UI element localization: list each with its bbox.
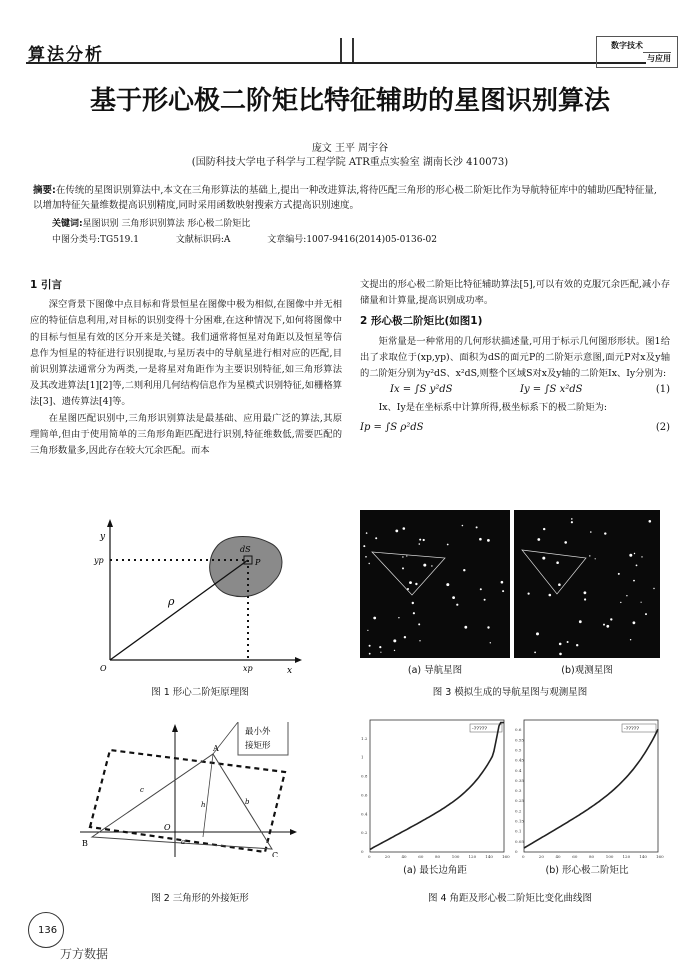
star-point	[549, 594, 552, 597]
star-point	[369, 563, 370, 564]
star-point	[579, 620, 582, 623]
star-point	[542, 557, 545, 560]
star-point	[398, 617, 399, 618]
star-point	[380, 652, 381, 653]
star-point	[412, 602, 414, 604]
y-tick-label: 0	[515, 849, 518, 854]
figure-3-caption: 图 3 模拟生成的导航星图与观测星图	[432, 687, 588, 698]
y-tick-label: 0.05	[515, 838, 524, 844]
star-point	[395, 530, 398, 533]
fig2-callout-line2: 接矩形	[245, 741, 271, 751]
star-point	[576, 644, 578, 646]
star-point	[369, 653, 371, 655]
star-point	[589, 555, 590, 556]
y-tick-label: 0.4	[361, 811, 368, 817]
equation-1b: Iy = ∫S x²dS	[520, 384, 583, 396]
section-2-heading: 2 形心极二阶矩比(如图1)	[360, 315, 483, 328]
y-tick-label: 0.25	[515, 798, 524, 804]
star-point	[603, 624, 605, 626]
star-point	[423, 539, 425, 541]
star-point	[476, 526, 478, 528]
star-point	[559, 643, 562, 646]
header-rule	[26, 62, 646, 64]
star-point	[571, 518, 573, 520]
star-point	[564, 541, 567, 544]
y-tick-label: 0.55	[515, 737, 524, 743]
right-paragraph-2: Ix、Iy是在坐标系中计算所得,极坐标系下的极二阶矩为:	[378, 402, 608, 414]
star-point	[653, 588, 654, 589]
x-tick-label: 80	[589, 854, 595, 859]
star-point	[462, 525, 464, 527]
equation-1	[360, 382, 670, 400]
fig2-label-h: h	[201, 801, 206, 809]
fig1-x-arrow	[295, 657, 302, 663]
fig4b-legend-text: -?????	[624, 726, 640, 732]
star-point	[556, 561, 559, 564]
fig2-side-b: b	[245, 798, 250, 806]
star-point	[490, 642, 491, 643]
star-point	[446, 583, 449, 586]
star-point	[452, 596, 455, 599]
figure-3b-star-map	[514, 510, 660, 658]
star-point	[584, 591, 587, 594]
star-point	[633, 580, 635, 582]
figure-3b-subcaption: (b)观测星图	[561, 665, 613, 676]
figure-1-caption: 图 1 形心二阶矩原理图	[151, 687, 249, 698]
x-tick-label: 0	[522, 854, 525, 859]
fig2-label-a: A	[213, 744, 219, 753]
abstract-text: 在传统的星图识别算法中,本文在三角形算法的基础上,提出一种改进算法,将待匹配三角形的形心极二阶矩比作为导航特征库中的辅助匹配特征量,以增加特征矢量维数提高识别精度,同时采用函数映射搜索方式提高识别速度。	[33, 185, 657, 211]
x-tick-label: 40	[555, 854, 561, 859]
star-point	[604, 532, 606, 534]
equation-1-number: (1)	[655, 384, 670, 396]
section-label: 算法分析	[28, 45, 104, 65]
figure-3a-star-map	[360, 510, 510, 658]
star-point	[366, 532, 368, 534]
x-tick-label: 0	[368, 854, 371, 859]
y-tick-label: 0.2	[515, 808, 522, 814]
figure-4b-subcaption: (b) 形心极二阶矩比	[545, 865, 629, 876]
star-point	[403, 527, 406, 530]
star-point	[363, 545, 365, 547]
fig2-callout-line1: 最小外	[245, 727, 271, 737]
star-point	[645, 613, 647, 615]
right-paragraph-0: 文提出的形心极二阶矩比特征辅助算法[5],可以有效的克服冗余匹配,减小存储量和计算量,提高识别成功率。	[360, 279, 670, 307]
authors: 庞文 王平 周宇谷	[311, 143, 389, 154]
fig1-label-x: x	[287, 666, 293, 675]
keywords-label: 关键词:	[52, 219, 83, 229]
fig1-label-yp: yp	[94, 556, 104, 565]
star-point	[419, 640, 420, 641]
star-point	[423, 564, 426, 567]
star-point	[610, 618, 612, 620]
star-point	[484, 599, 486, 601]
star-point	[394, 650, 395, 651]
star-point	[590, 531, 592, 533]
star-point	[649, 520, 652, 523]
x-tick-label: 60	[418, 854, 424, 859]
x-tick-label: 20	[384, 854, 390, 859]
star-point	[534, 652, 536, 654]
star-point	[413, 612, 415, 614]
fig1-label-p: P	[255, 558, 261, 567]
figure-1-diagram	[80, 515, 320, 675]
star-point	[479, 538, 482, 541]
figure-4a-chart	[360, 712, 510, 860]
equation-2-number: (2)	[655, 422, 670, 434]
x-tick-label: 120	[468, 854, 477, 859]
fig1-label-xp: xp	[243, 664, 253, 673]
x-tick-label: 140	[639, 854, 647, 859]
x-tick-label: 100	[451, 854, 460, 859]
x-tick-label: 140	[485, 854, 493, 859]
figure-4a-subcaption: (a) 最长边角距	[403, 865, 467, 876]
equation-2-body: Ip = ∫S ρ²dS	[360, 422, 424, 434]
doc-code: 文献标识码:A	[175, 235, 231, 245]
section-1-heading: 1 引言	[30, 279, 62, 291]
paper-title: 基于形心极二阶矩比特征辅助的星图识别算法	[89, 86, 610, 116]
y-tick-label: 0.15	[515, 818, 524, 824]
star-point	[419, 543, 421, 545]
y-tick-label: 0.6	[361, 792, 368, 798]
fig2-bounding-rect	[90, 750, 285, 852]
x-tick-label: 60	[572, 854, 578, 859]
star-point	[431, 565, 432, 566]
wanfang-brand: 万方数据	[60, 947, 109, 961]
star-point	[402, 567, 404, 569]
keywords-text: 星图识别 三角形识别算法 形心极二阶矩比	[82, 219, 251, 229]
star-point	[447, 544, 449, 546]
journal-logo	[596, 36, 678, 68]
star-point	[536, 632, 539, 635]
right-column	[360, 277, 670, 438]
article-number: 文章编号:1007-9416(2014)05-0136-02	[267, 235, 437, 245]
x-tick-label: 20	[538, 854, 544, 859]
fig1-label-rho: ρ	[168, 595, 175, 608]
figure-2-diagram	[80, 722, 310, 857]
y-tick-label: 0.3	[515, 788, 522, 794]
fig2-height-line	[203, 754, 213, 837]
star-point	[606, 625, 609, 628]
star-point	[595, 558, 596, 559]
star-point	[558, 583, 561, 586]
star-point	[630, 639, 631, 640]
y-tick-label: 0.5	[515, 747, 522, 753]
figure-4b-chart	[514, 712, 664, 860]
star-point	[404, 636, 406, 638]
article-meta	[52, 232, 652, 245]
star-point	[367, 630, 368, 631]
star-point	[567, 641, 569, 643]
fig2-label-b: B	[82, 839, 88, 848]
star-point	[537, 538, 540, 541]
x-tick-label: 100	[605, 854, 614, 859]
y-tick-label: 0.1	[515, 828, 522, 834]
star-point	[571, 521, 573, 523]
star-point	[559, 653, 562, 656]
y-tick-label: 0.45	[515, 757, 524, 763]
figure-4-caption: 图 4 角距及形心极二阶矩比变化曲线图	[427, 893, 593, 904]
star-point	[393, 639, 396, 642]
x-tick-label: 160	[656, 854, 664, 859]
fig4b-series-line	[524, 729, 658, 848]
fig1-label-ds: dS	[240, 545, 251, 554]
y-tick-label: 0.35	[515, 777, 524, 783]
fig4a-series-line	[370, 723, 504, 850]
fig1-y-arrow	[107, 519, 113, 527]
fig2-y-arrow	[172, 724, 178, 732]
fig2-label-o: O	[164, 823, 171, 832]
star-point	[636, 565, 638, 567]
star-point	[407, 588, 409, 590]
star-point	[618, 573, 620, 575]
star-point	[415, 583, 417, 585]
figure-3a-subcaption: (a) 导航星图	[407, 665, 463, 676]
star-point	[626, 595, 627, 596]
star-point	[487, 539, 490, 542]
y-tick-label: 0.2	[361, 830, 368, 836]
equation-2	[360, 420, 670, 438]
star-point	[634, 553, 635, 554]
star-point	[464, 626, 467, 629]
star-point	[501, 581, 504, 584]
left-column	[30, 277, 342, 459]
intro-paragraph-2: 在星图匹配识别中,三角形识别算法是最基础、应用最广泛的算法,其原理简单,但由于使用简单的三角形角距匹配进行识别,特征维数低,需要匹配的三角形数量多,因此存在较大冗余匹配。而本	[30, 412, 342, 457]
y-tick-label: 1.2	[361, 735, 368, 741]
header-divider-bars	[340, 38, 354, 62]
fig2-label-c: C	[272, 851, 279, 857]
equation-1a: Ix = ∫S y²dS	[390, 384, 453, 396]
intro-paragraph-1: 深空背景下图像中点目标和背景恒星在图像中极为相似,在图像中并无相应的特征信息利用,对目标的识别变得十分困难,在这种情况下,如何将图像中的目标与恒星有效的区分开来是关键。我们通常将恒星对角距以及恒星等信息作为恒星的特征进行识别提取,与星历表中的导航星进行相对应的匹配,目前识别算法通常分为两类,一是将星对角距作为主要识别特征,如三角形算法及其改进算法[1][2]等,二则利用几何结构信息作为星模式识别特征,如栅格算法[3]、遗传算法[4]等。	[30, 299, 342, 408]
fig1-label-y: y	[100, 532, 106, 542]
x-tick-label: 80	[435, 854, 441, 859]
star-point	[365, 556, 367, 558]
star-point	[419, 539, 421, 541]
figure-2-caption: 图 2 三角形的外接矩形	[151, 893, 249, 904]
star-point	[502, 590, 504, 592]
y-tick-label: 0.8	[361, 773, 368, 779]
logo-top-text: 数字技术	[611, 41, 643, 50]
star-point	[641, 556, 642, 557]
y-tick-label: 0	[361, 849, 364, 854]
star-point	[487, 626, 489, 628]
star-point	[379, 646, 381, 648]
y-tick-label: 1	[361, 754, 364, 760]
y-tick-label: 0.6	[515, 727, 522, 733]
star-point	[418, 623, 420, 625]
star-point	[409, 581, 412, 584]
star-point	[629, 554, 632, 557]
star-point	[463, 569, 465, 571]
star-point	[402, 556, 403, 557]
fig2-side-c: c	[140, 786, 144, 794]
x-tick-label: 160	[502, 854, 510, 859]
star-point	[456, 604, 458, 606]
right-paragraph-1: 矩常量是一种常用的几何形状描述量,可用于标示几何图形形状。图1给出了求取位于(xp,yp)、面积为dS的面元P的二阶矩示意图,面元P对x及y轴的二阶矩分别为y²dS、x²dS,则整个区域S对x及y轴的二阶矩Ix、Iy分别为:	[360, 335, 670, 380]
abstract	[33, 183, 665, 213]
star-point	[375, 537, 377, 539]
star-point	[406, 555, 407, 556]
star-point	[528, 593, 530, 595]
fig4a-legend-text: -?????	[472, 726, 488, 732]
abstract-label: 摘要:	[33, 185, 56, 196]
star-point	[373, 617, 376, 620]
logo-bottom-text: 与应用	[643, 52, 671, 64]
star-point	[620, 602, 621, 603]
affiliation: (国防科技大学电子科学与工程学院 ATR重点实验室 湖南长沙 410073)	[191, 157, 509, 168]
keywords	[52, 216, 250, 229]
star-point	[543, 528, 545, 530]
fig2-side-a: a	[181, 838, 186, 846]
x-tick-label: 120	[622, 854, 631, 859]
x-tick-label: 40	[401, 854, 407, 859]
star-point	[480, 588, 482, 590]
star-point	[369, 645, 371, 647]
fig1-label-o: O	[100, 664, 107, 673]
page-number: 136	[38, 925, 58, 936]
star-point	[584, 598, 586, 600]
clc-number: 中图分类号:TG519.1	[52, 235, 139, 245]
fig1-rho-vector	[110, 560, 248, 660]
fig2-x-arrow	[290, 829, 297, 835]
star-point	[641, 602, 642, 603]
star-point	[633, 621, 636, 624]
y-tick-label: 0.4	[515, 767, 522, 773]
